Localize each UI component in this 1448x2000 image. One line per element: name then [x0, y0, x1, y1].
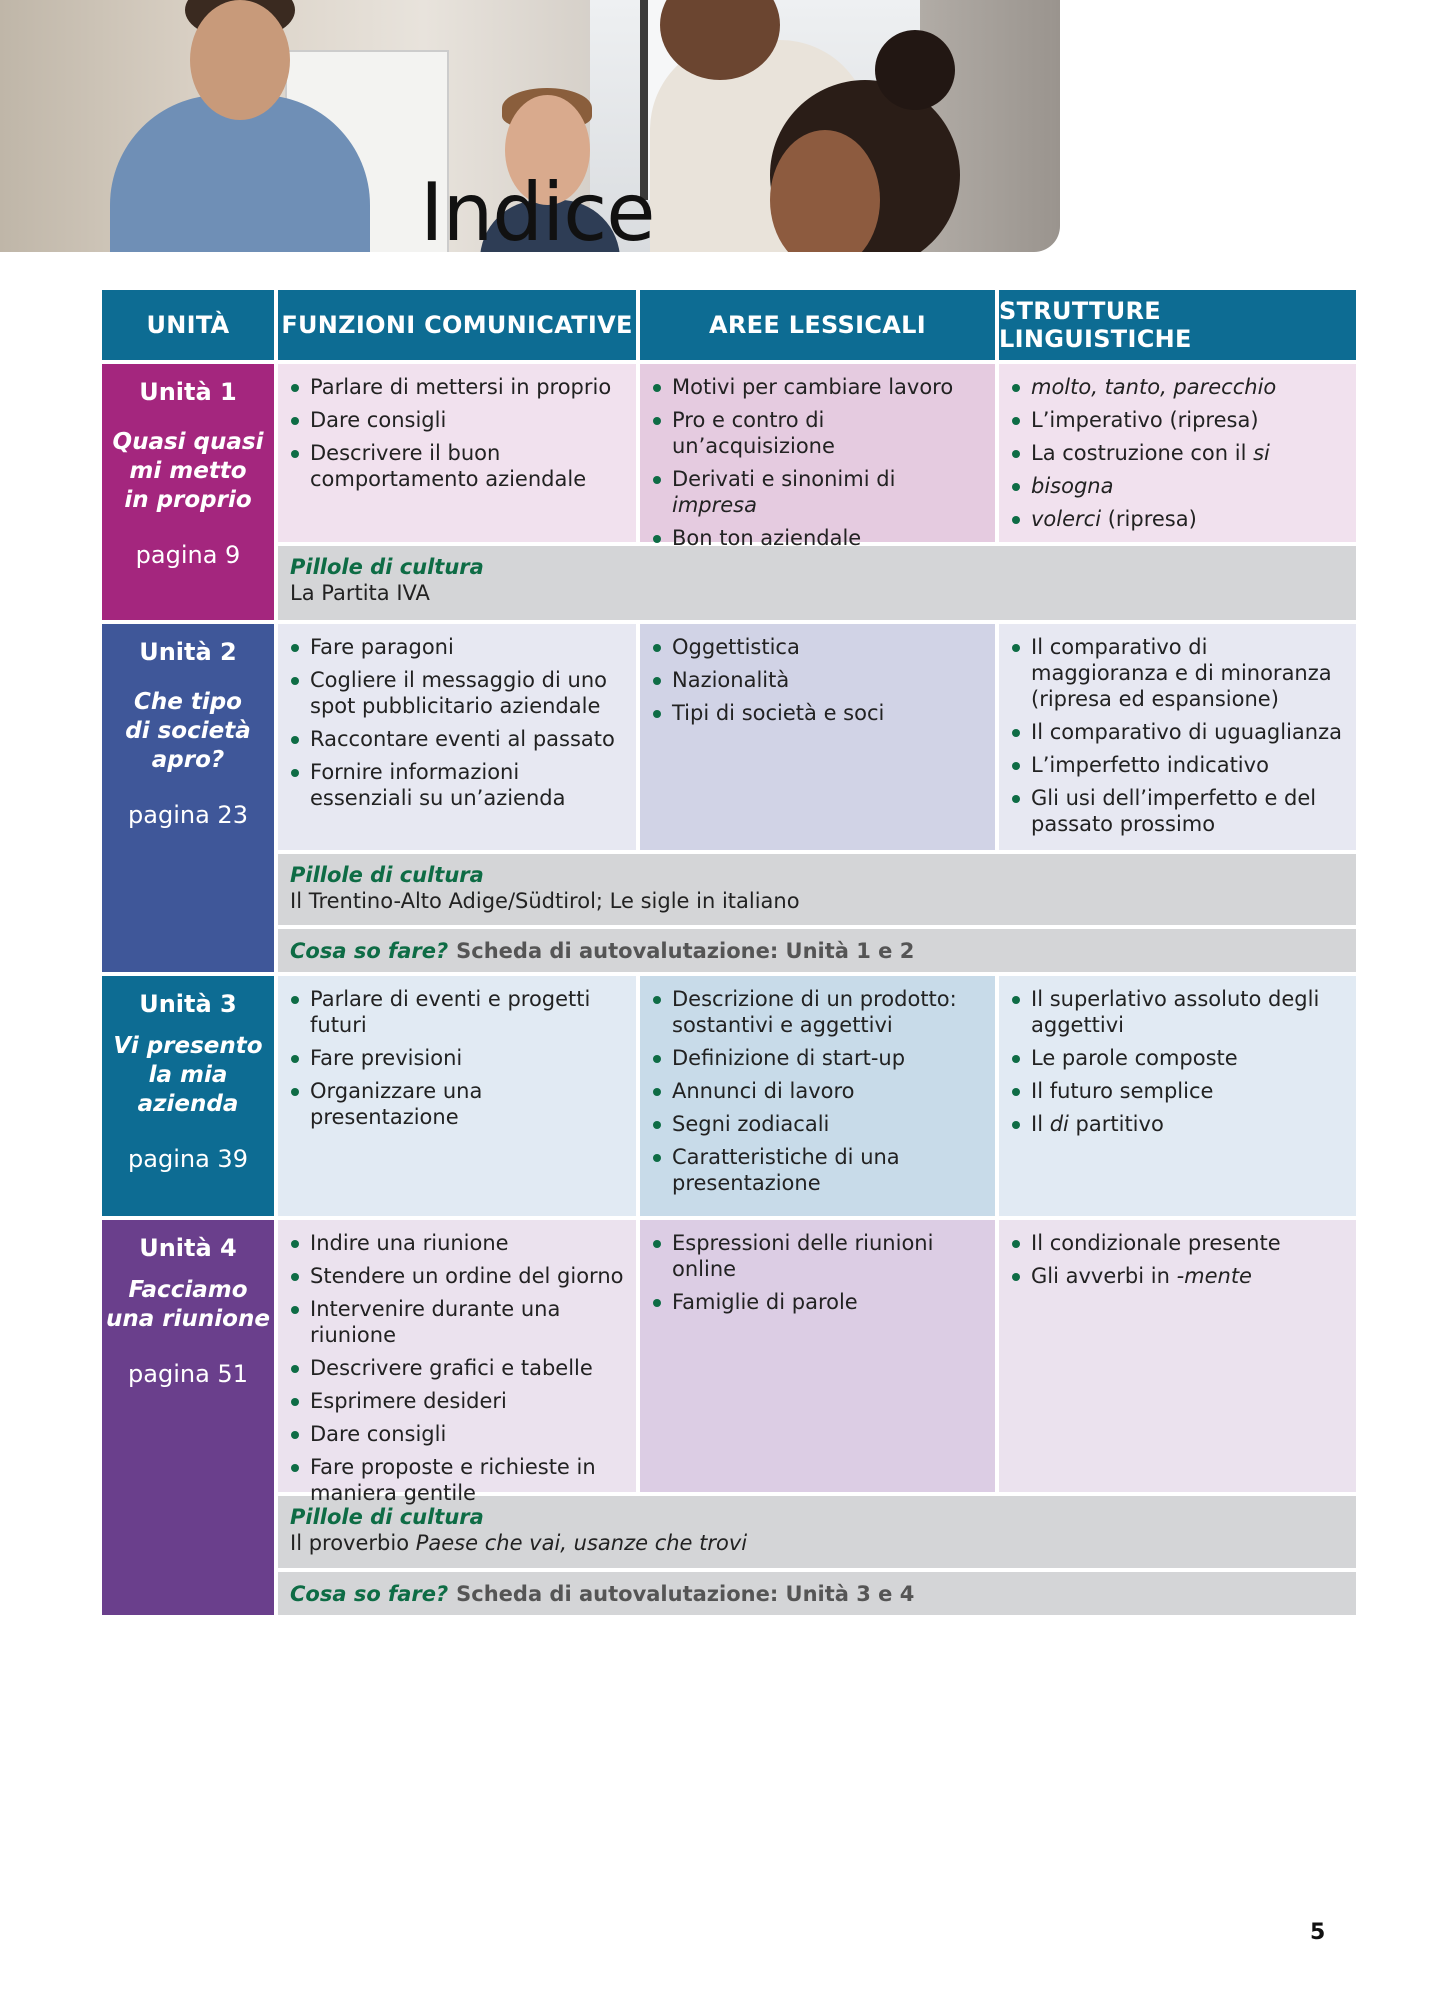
- unit-page[interactable]: pagina 9: [135, 541, 241, 569]
- unit-title: Quasi quasi mi metto in proprio: [112, 429, 264, 513]
- page-title: Indice: [420, 166, 655, 259]
- unit-1-aree: [640, 364, 995, 550]
- header-funzioni: FUNZIONI COMUNICATIVE: [278, 290, 636, 360]
- unit-1-cell[interactable]: [102, 364, 274, 620]
- list-item: Cogliere il messaggio di uno spot pubblicitario aziendale: [290, 667, 626, 719]
- unit-2-funzioni: [278, 624, 636, 850]
- unit-4-scheda[interactable]: [278, 1572, 1356, 1615]
- list-item: L’imperativo (ripresa): [1011, 407, 1346, 433]
- unit-4-strutture: [999, 1220, 1356, 1492]
- pillole-label: Pillole di cultura: [290, 1505, 484, 1529]
- list-item: Il superlativo assoluto degli aggettivi: [1011, 986, 1346, 1038]
- unit-4-aree: [640, 1220, 995, 1492]
- list-item: Descrizione di un prodotto: sostantivi e aggettivi: [652, 986, 985, 1038]
- list-item: Il comparativo di maggioranza e di minoranza (ripresa ed espansione): [1011, 634, 1346, 712]
- list-item: Stendere un ordine del giorno: [290, 1263, 626, 1289]
- unit-title: Facciamo una riunione: [106, 1277, 270, 1332]
- list-item: Derivati e sinonimi di impresa: [652, 466, 985, 518]
- pillole-label: Pillole di cultura: [290, 555, 484, 579]
- pillole-text: Il Trentino-Alto Adige/Südtirol; Le sigle in italiano: [290, 889, 800, 913]
- list-item: Le parole composte: [1011, 1045, 1346, 1071]
- unit-number: Unità 4: [139, 1234, 237, 1262]
- list-item: Organizzare una presentazione: [290, 1078, 626, 1130]
- unit-1-pillole: [278, 546, 1356, 620]
- header-strutture: STRUTTURE LINGUISTICHE: [999, 290, 1356, 360]
- index-table: [102, 290, 1348, 1606]
- unit-title: Che tipo di società apro?: [125, 689, 251, 773]
- list-item: molto, tanto, parecchio: [1011, 374, 1346, 400]
- list-item: Intervenire durante una riunione: [290, 1296, 626, 1348]
- list-item: Fornire informazioni essenziali su un’azienda: [290, 759, 626, 811]
- unit-4-funzioni: [278, 1220, 636, 1505]
- list-item: Parlare di mettersi in proprio: [290, 374, 626, 400]
- list-item: Descrivere il buon comportamento aziendale: [290, 440, 626, 492]
- list-item: Nazionalità: [652, 667, 985, 693]
- unit-page[interactable]: pagina 23: [128, 801, 248, 829]
- list-item: Il comparativo di uguaglianza: [1011, 719, 1346, 745]
- list-item: Parlare di eventi e progetti futuri: [290, 986, 626, 1038]
- list-item: Definizione di start-up: [652, 1045, 985, 1071]
- list-item: Raccontare eventi al passato: [290, 726, 626, 752]
- unit-3-aree: [640, 976, 995, 1216]
- list-item: La costruzione con il si: [1011, 440, 1346, 466]
- list-item: Tipi di società e soci: [652, 700, 985, 726]
- scheda-text: Scheda di autovalutazione: Unità 1 e 2: [456, 938, 915, 963]
- unit-2-strutture: [999, 624, 1356, 850]
- list-item: Dare consigli: [290, 407, 626, 433]
- list-item: Oggettistica: [652, 634, 985, 660]
- unit-4-pillole: [278, 1496, 1356, 1568]
- unit-2-scheda[interactable]: [278, 929, 1356, 972]
- list-item: Annunci di lavoro: [652, 1078, 985, 1104]
- list-item: Fare previsioni: [290, 1045, 626, 1071]
- pillole-text: Il proverbio Paese che vai, usanze che trovi: [290, 1531, 748, 1555]
- list-item: Segni zodiacali: [652, 1111, 985, 1137]
- scheda-label: Cosa so fare?: [290, 1581, 449, 1606]
- unit-1-strutture: [999, 364, 1356, 542]
- unit-2-cell[interactable]: [102, 624, 274, 972]
- list-item: Il di partitivo: [1011, 1111, 1346, 1137]
- unit-3-cell[interactable]: [102, 976, 274, 1216]
- page-number: 5: [1310, 1920, 1326, 1945]
- list-item: Descrivere grafici e tabelle: [290, 1355, 626, 1381]
- list-item: Espressioni delle riunioni online: [652, 1230, 985, 1282]
- unit-3-funzioni: [278, 976, 636, 1216]
- list-item: Pro e contro di un’acquisizione: [652, 407, 985, 459]
- unit-2-aree: [640, 624, 995, 850]
- unit-4-cell[interactable]: [102, 1220, 274, 1615]
- scheda-text: Scheda di autovalutazione: Unità 3 e 4: [456, 1581, 915, 1606]
- unit-page[interactable]: pagina 39: [128, 1145, 248, 1173]
- unit-number: Unità 2: [139, 638, 237, 666]
- list-item: Bon ton aziendale: [652, 525, 985, 551]
- list-item: bisogna: [1011, 473, 1346, 499]
- list-item: Il futuro semplice: [1011, 1078, 1346, 1104]
- pillole-label: Pillole di cultura: [290, 863, 484, 887]
- header-unita: UNITÀ: [102, 290, 274, 360]
- list-item: Gli avverbi in -mente: [1011, 1263, 1346, 1289]
- header-aree: AREE LESSICALI: [640, 290, 995, 360]
- list-item: volerci (ripresa): [1011, 506, 1346, 532]
- unit-title: Vi presento la mia azienda: [113, 1033, 263, 1117]
- list-item: Dare consigli: [290, 1421, 626, 1447]
- list-item: Indire una riunione: [290, 1230, 626, 1256]
- list-item: Esprimere desideri: [290, 1388, 626, 1414]
- unit-number: Unità 3: [139, 990, 237, 1018]
- list-item: L’imperfetto indicativo: [1011, 752, 1346, 778]
- unit-3-strutture: [999, 976, 1356, 1216]
- list-item: Famiglie di parole: [652, 1289, 985, 1315]
- pillole-text: La Partita IVA: [290, 581, 430, 605]
- unit-2-pillole: [278, 854, 1356, 925]
- list-item: Caratteristiche di una presentazione: [652, 1144, 985, 1196]
- unit-number: Unità 1: [139, 378, 237, 406]
- list-item: Il condizionale presente: [1011, 1230, 1346, 1256]
- list-item: Motivi per cambiare lavoro: [652, 374, 985, 400]
- list-item: Gli usi dell’imperfetto e del passato prossimo: [1011, 785, 1346, 837]
- list-item: Fare proposte e richieste in maniera gentile: [290, 1454, 626, 1506]
- scheda-label: Cosa so fare?: [290, 938, 449, 963]
- unit-1-funzioni: [278, 364, 636, 542]
- unit-page[interactable]: pagina 51: [128, 1360, 248, 1388]
- list-item: Fare paragoni: [290, 634, 626, 660]
